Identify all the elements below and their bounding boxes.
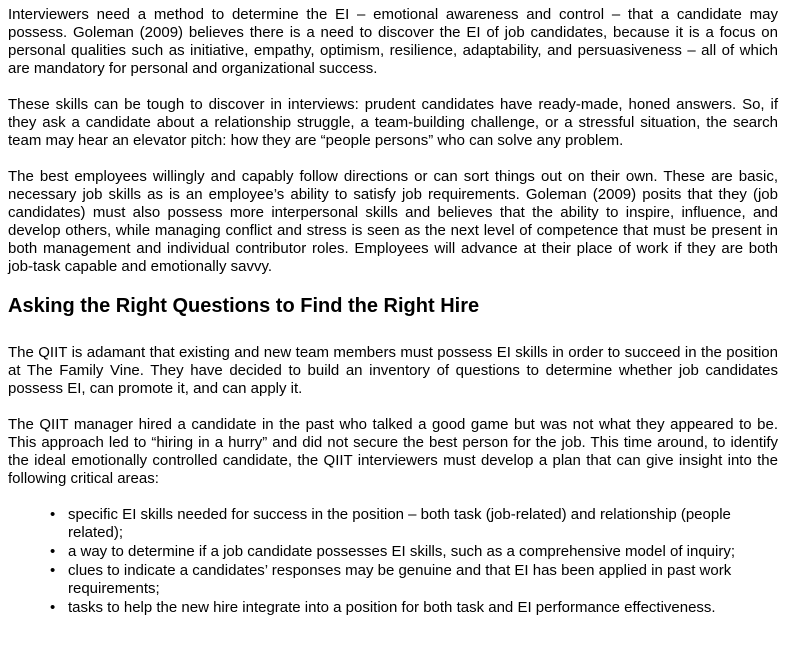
section-heading: Asking the Right Questions to Find the Right Hire [8,295,480,317]
document-page [8,6,778,618]
bullet-icon: • [50,562,56,579]
intro-paragraph-1: Interviewers need a method to determine the EI – emotional awareness and control – that a candidate may possess. Goleman (2009) believes there is a need to discover the EI of job candidates, because it is a focus on personal qualities such as initiative, empathy, optimism, resilience, adaptability, and persuasiveness – all of which are mandatory for personal and organizational success. [8,6,778,77]
section-paragraph-2: The QIIT manager hired a candidate in the past who talked a good game but was not what they appeared to be. This approach led to “hiring in a hurry” and did not secure the best person for the job. This time around, to identify the ideal emotionally controlled candidate, the QIIT interviewers must develop a plan that can give insight into the following critical areas: [8,416,778,487]
bullet-icon: • [50,506,56,523]
intro-paragraph-2: These skills can be tough to discover in interviews: prudent candidates have ready-made, honed answers. So, if they ask a candidate about a relationship struggle, a team-building challenge, or a stressful situation, the search team may hear an elevator pitch: how they are “people persons” who can solve any problem. [8,96,778,149]
list-item-text: clues to indicate a candidates’ responses may be genuine and that EI has been applied in past work requirements; [68,562,732,597]
list-item [8,506,778,542]
section-paragraph-1: The QIIT is adamant that existing and new team members must possess EI skills in order to succeed in the position at The Family Vine. They have decided to build an inventory of questions to determine whether job candidates possess EI, can promote it, and can apply it. [8,344,778,397]
bullet-icon: • [50,543,56,560]
list-item [8,543,778,561]
intro-paragraph-3: The best employees willingly and capably follow directions or can sort things out on their own. These are basic, necessary job skills as is an employee’s ability to satisfy job requirements. Goleman (2009) posits that they (job candidates) must also possess more interpersonal skills and believes that the ability to inspire, influence, and develop others, while managing conflict and stress is seen as the next level of competence that must be present in both management and individual contributor roles. Employees will advance at their place of work if they are both job-task capable and emotionally savvy. [8,168,778,275]
list-item [8,599,778,617]
critical-areas-list [8,506,778,617]
list-item-text: tasks to help the new hire integrate into a position for both task and EI performance effectiveness. [68,599,716,616]
list-item-text: a way to determine if a job candidate possesses EI skills, such as a comprehensive model of inquiry; [68,543,736,560]
bullet-icon: • [50,599,56,616]
list-item [8,562,778,598]
list-item-text: specific EI skills needed for success in the position – both task (job-related) and relationship (people related); [68,506,731,541]
